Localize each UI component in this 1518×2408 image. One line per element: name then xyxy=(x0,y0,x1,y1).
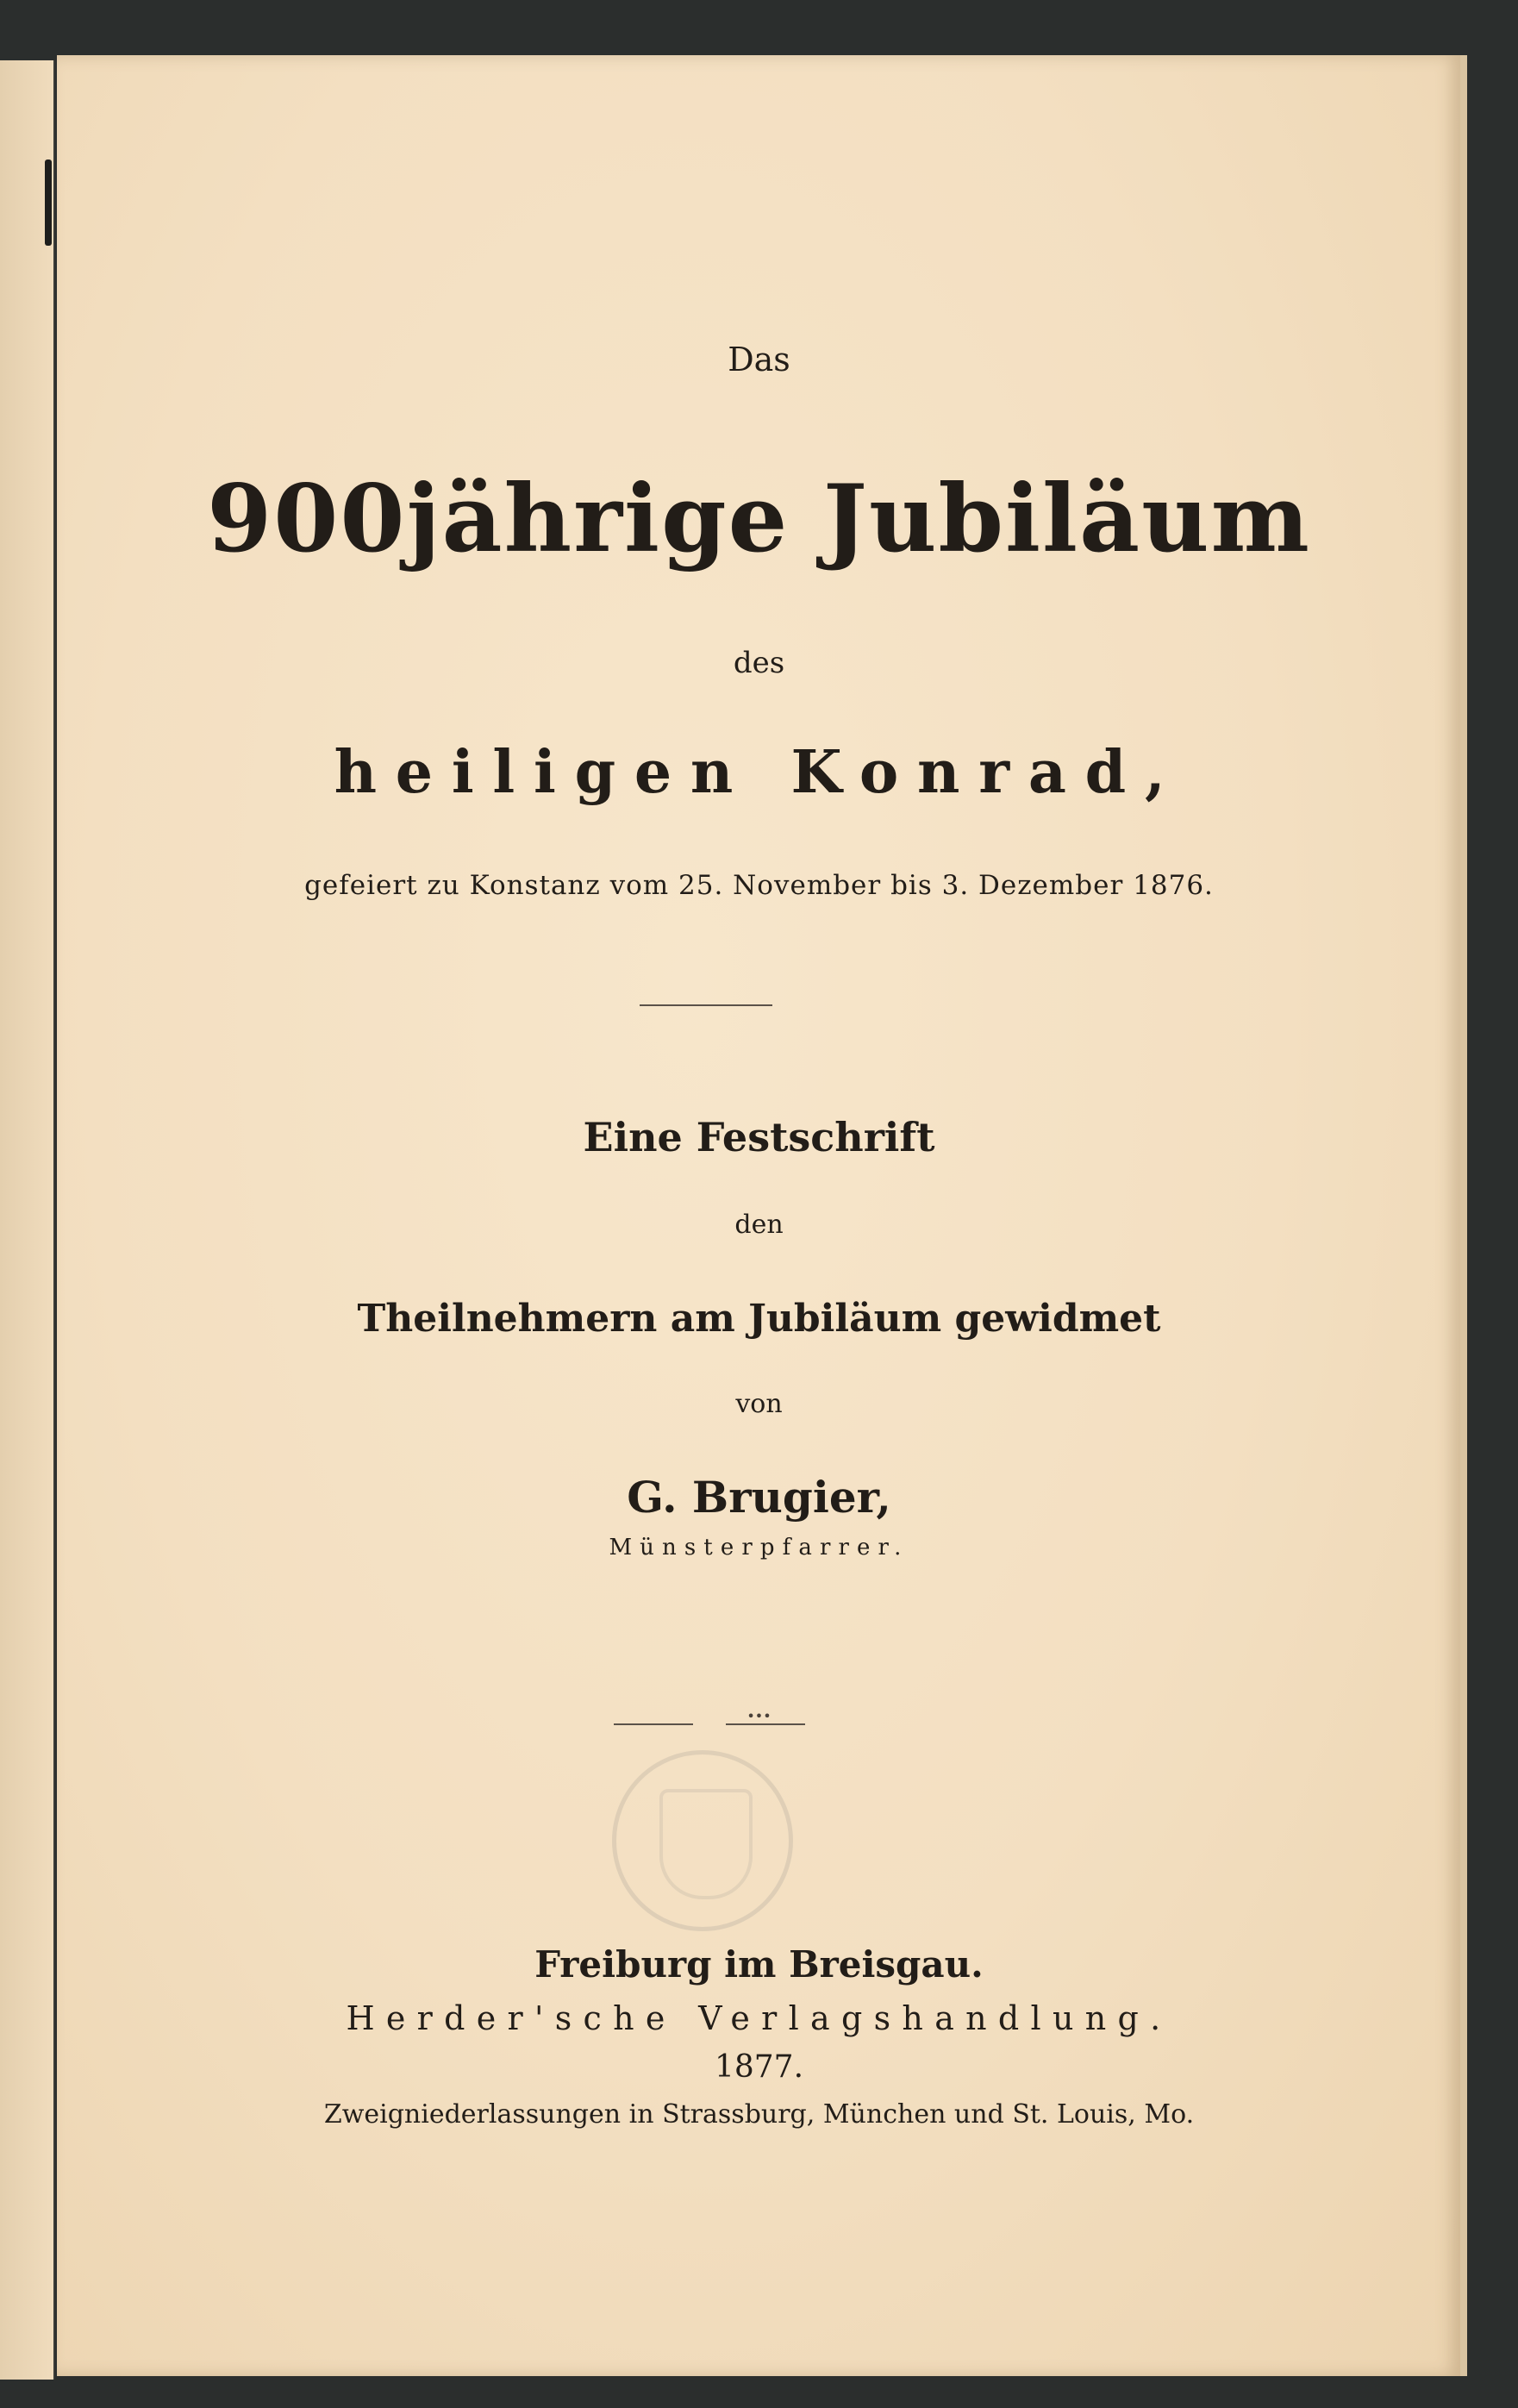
title-das: Das xyxy=(728,341,790,378)
ornament-rule-right xyxy=(726,1723,805,1725)
publisher-line: Herder'sche Verlagshandlung. xyxy=(346,1999,1172,2037)
ornament-rule-left xyxy=(614,1723,693,1725)
library-stamp xyxy=(612,1750,793,1931)
ornament-dots: ••• xyxy=(747,1708,771,1724)
den-line: den xyxy=(734,1210,784,1240)
divider-rule xyxy=(640,1004,772,1006)
stamp-crest xyxy=(659,1789,753,1899)
author-name: G. Brugier, xyxy=(627,1472,891,1523)
author-role: Münsterpfarrer. xyxy=(609,1535,909,1561)
year-line: 1877. xyxy=(714,2049,804,2085)
main-title: 900jährige Jubiläum xyxy=(207,465,1311,573)
branches-line: Zweigniederlassungen in Strassburg, München und St. Louis, Mo. xyxy=(323,2099,1195,2130)
title-des: des xyxy=(733,646,785,680)
binding-mark xyxy=(45,159,52,246)
dates-line: gefeiert zu Konstanz vom 25. November bis 3. Dezember 1876. xyxy=(304,870,1214,901)
subject-line: heiligen Konrad, xyxy=(334,738,1184,807)
dedication-line: Theilnehmern am Jubiläum gewidmet xyxy=(357,1297,1161,1341)
von-line: von xyxy=(735,1389,783,1419)
place-line: Freiburg im Breisgau. xyxy=(534,1943,984,1986)
genre-line: Eine Festschrift xyxy=(583,1114,935,1160)
